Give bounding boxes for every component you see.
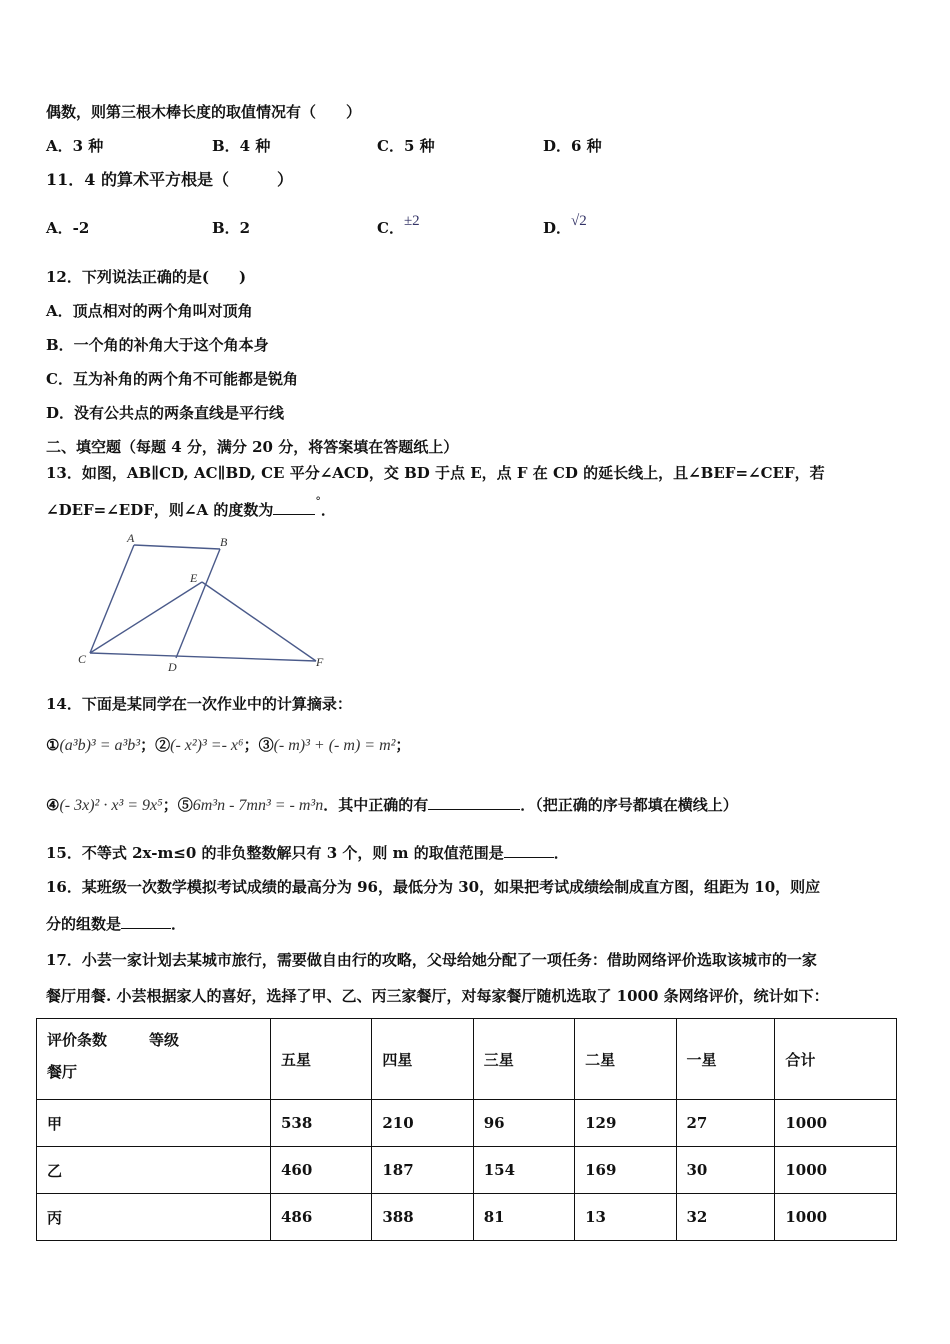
cell: 129 [575, 1100, 676, 1147]
q10-option-d: D．6 种 [543, 137, 602, 155]
row-name: 甲 [37, 1100, 271, 1147]
cell: 1000 [775, 1147, 897, 1194]
corner-top-right: 等级 [149, 1031, 180, 1049]
header-three-star: 三星 [473, 1019, 574, 1100]
segment-ce [90, 582, 202, 653]
q13-line2 [46, 495, 336, 522]
q14-tail-end: ．（把正确的序号都填在横线上） [520, 796, 738, 814]
q12-option-c: C．互为补角的两个角不可能都是锐角 [46, 370, 298, 388]
corner-bottom: 餐厅 [47, 1063, 78, 1081]
q16-line2 [46, 914, 186, 934]
header-five-star: 五星 [271, 1019, 372, 1100]
table-row [37, 1100, 897, 1147]
segment-bd [176, 549, 220, 658]
q10-option-b: B．4 种 [212, 137, 271, 155]
cell: 388 [372, 1194, 473, 1241]
q14-expressions-line1 [46, 735, 410, 756]
row-name: 乙 [37, 1147, 271, 1194]
label-b: B [220, 535, 228, 549]
q14-expr-4: (- 3x)² · x³ = 9x⁵ [59, 797, 163, 814]
header-four-star: 四星 [372, 1019, 473, 1100]
q14-num-2: ；② [140, 736, 171, 754]
table-row [37, 1194, 897, 1241]
q12-option-b: B．一个角的补角大于这个角本身 [46, 336, 269, 354]
row-name: 丙 [37, 1194, 271, 1241]
q14-expr-3: (- m)³ + (- m) = m² [273, 737, 396, 754]
q12-option-d: D．没有公共点的两条直线是平行线 [46, 404, 285, 422]
q13-line1: 13．如图，AB∥CD, AC∥BD, CE 平分∠ACD，交 BD 于点 E，点 F 在 CD 的延长线上，且∠BEF=∠CEF，若 [46, 464, 825, 482]
q14-expr-5: 6m³n - 7mn³ = - m³n [192, 797, 324, 814]
q14-num-1: ① [46, 736, 60, 754]
q11-option-d [543, 213, 587, 239]
q11-stem: 11．4 的算术平方根是（ ） [46, 170, 293, 189]
q14-answer-blank[interactable] [428, 795, 520, 810]
q16-line2-end: ． [171, 915, 187, 933]
q11-option-c [377, 213, 420, 239]
table-row [37, 1147, 897, 1194]
q13-line2-text: ∠DEF=∠EDF，则∠A 的度数为 [46, 501, 274, 519]
cell: 96 [473, 1100, 574, 1147]
q13-geometry-figure [72, 530, 342, 675]
cell: 187 [372, 1147, 473, 1194]
q11-option-d-math: √2 [571, 213, 587, 229]
segment-ef [202, 582, 316, 661]
q12-stem: 12．下列说法正确的是( ) [46, 268, 247, 286]
restaurant-rating-table [36, 1018, 897, 1241]
table-header-row [37, 1019, 897, 1100]
q10-stem: 偶数，则第三根木棒长度的取值情况有（ ） [46, 103, 362, 121]
cell: 460 [271, 1147, 372, 1194]
degree-symbol: ° [315, 495, 321, 508]
segment-ab [134, 545, 220, 549]
cell: 1000 [775, 1100, 897, 1147]
q14-line1-end: ； [395, 736, 411, 754]
q14-num-4: ④ [46, 796, 60, 814]
segment-cf [90, 653, 316, 661]
q14-num-5: ；⑤ [162, 796, 193, 814]
cell: 1000 [775, 1194, 897, 1241]
q13-answer-blank[interactable] [273, 500, 315, 515]
table-corner-cell [37, 1019, 271, 1100]
label-c: C [78, 652, 87, 666]
cell: 538 [271, 1100, 372, 1147]
cell: 210 [372, 1100, 473, 1147]
q17-line2: 餐厅用餐. 小芸根据家人的喜好，选择了甲、乙、丙三家餐厅，对每家餐厅随机选取了 1000 条网络评价，统计如下： [46, 987, 829, 1005]
q16-answer-blank[interactable] [121, 914, 171, 929]
q10-option-c: C．5 种 [377, 137, 435, 155]
q16-line2-text: 分的组数是 [46, 915, 122, 933]
q10-option-a: A．3 种 [46, 137, 104, 155]
q14-tail: ．其中正确的有 [323, 796, 429, 814]
header-one-star: 一星 [676, 1019, 775, 1100]
header-total: 合计 [775, 1019, 897, 1100]
q11-option-d-label: D． [543, 219, 572, 237]
label-d: D [168, 660, 177, 674]
q16-line1: 16．某班级一次数学模拟考试成绩的最高分为 96，最低分为 30，如果把考试成绩绘制成直方图，组距为 10，则应 [46, 878, 821, 896]
q14-num-3: ；③ [243, 736, 274, 754]
q15-text: 15．不等式 2x-m≤0 的非负整数解只有 3 个，则 m 的取值范围是 [46, 844, 504, 862]
cell: 30 [676, 1147, 775, 1194]
q15-answer-blank[interactable] [504, 843, 554, 858]
label-a: A [127, 531, 135, 545]
cell: 169 [575, 1147, 676, 1194]
cell: 486 [271, 1194, 372, 1241]
section-heading-fill-blank: 二、填空题（每题 4 分，满分 20 分，将答案填在答题纸上） [46, 438, 459, 456]
q11-option-b: B．2 [212, 219, 251, 237]
q11-option-c-math: ±2 [403, 213, 420, 229]
q14-expr-1: (a³b)³ = a³b³ [59, 737, 141, 754]
label-e: E [190, 571, 198, 585]
q11-option-c-label: C． [377, 219, 404, 237]
q11-option-a: A．-2 [46, 219, 90, 237]
q13-line2-end: ． [320, 501, 336, 519]
cell: 154 [473, 1147, 574, 1194]
cell: 81 [473, 1194, 574, 1241]
q14-expr-2: (- x²)³ =- x⁶ [170, 737, 244, 754]
corner-top-left: 评价条数 [47, 1031, 108, 1049]
label-f: F [316, 655, 324, 669]
q15-line [46, 843, 569, 863]
header-two-star: 二星 [575, 1019, 676, 1100]
q17-line1: 17．小芸一家计划去某城市旅行，需要做自由行的攻略，父母给她分配了一项任务：借助网络评价选取该城市的一家 [46, 951, 817, 969]
q14-expressions-line2 [46, 795, 738, 816]
cell: 13 [575, 1194, 676, 1241]
cell: 27 [676, 1100, 775, 1147]
q12-option-a: A．顶点相对的两个角叫对顶角 [46, 302, 253, 320]
q15-end: ． [553, 844, 569, 862]
cell: 32 [676, 1194, 775, 1241]
segment-ac [90, 545, 134, 653]
q14-stem: 14．下面是某同学在一次作业中的计算摘录： [46, 695, 352, 713]
